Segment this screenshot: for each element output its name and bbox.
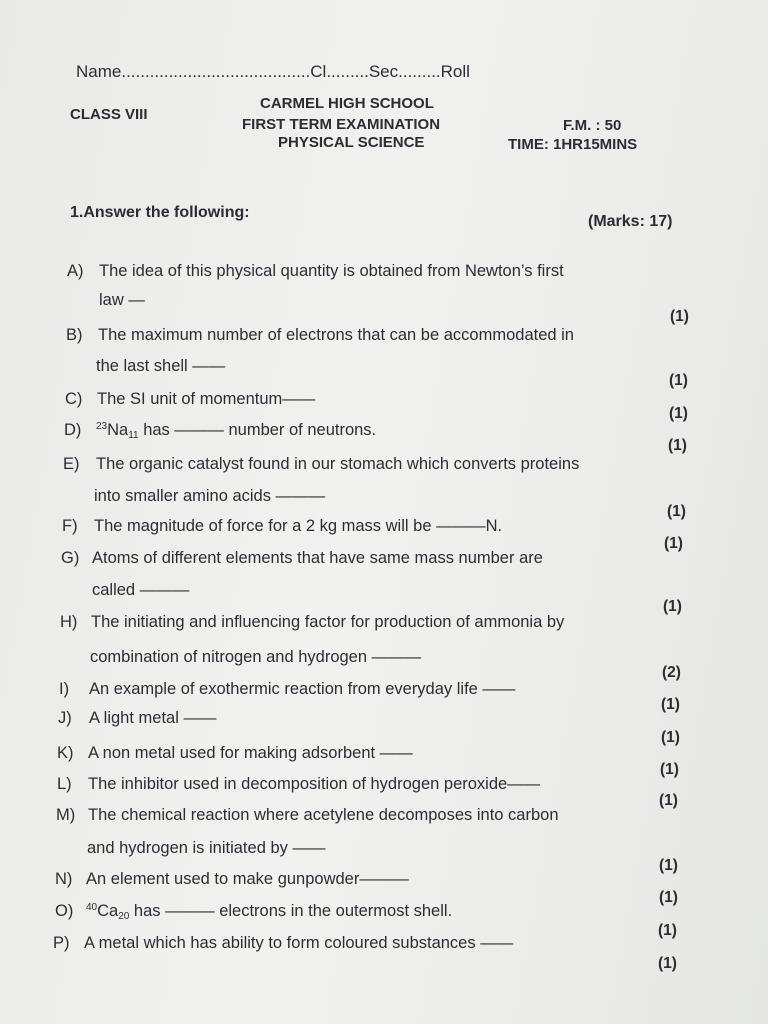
item-label: B) bbox=[66, 326, 83, 344]
atomic-number: 11 bbox=[128, 430, 139, 441]
item-label: A) bbox=[67, 262, 84, 280]
item-mark-m: (1) bbox=[659, 857, 678, 874]
item-label: F) bbox=[62, 517, 78, 535]
item-label: K) bbox=[57, 744, 74, 762]
item-text-line1: The magnitude of force for a 2 kg mass will be ———N. bbox=[94, 517, 503, 535]
school-name: CARMEL HIGH SCHOOL bbox=[260, 95, 434, 112]
item-text-line1: An element used to make gunpowder——— bbox=[86, 870, 409, 888]
item-mark-l: (1) bbox=[659, 792, 678, 809]
subject-title: PHYSICAL SCIENCE bbox=[278, 134, 425, 151]
class-label: CLASS VIII bbox=[70, 106, 148, 123]
item-text-rest: has ——— number of neutrons. bbox=[138, 421, 377, 439]
item-mark-d: (1) bbox=[668, 437, 687, 454]
item-text-line2: law — bbox=[99, 291, 145, 309]
item-label: P) bbox=[53, 934, 70, 952]
item-label: M) bbox=[56, 806, 76, 824]
item-mark-b: (1) bbox=[669, 372, 688, 389]
item-text-line2: the last shell —— bbox=[96, 357, 226, 375]
item-mark-g: (1) bbox=[663, 598, 682, 615]
item-mark-j: (1) bbox=[661, 729, 680, 746]
item-mark-h: (2) bbox=[662, 664, 681, 681]
item-text-line1: The initiating and influencing factor for production of ammonia by bbox=[91, 613, 565, 631]
mass-number: 23 bbox=[96, 421, 108, 432]
item-mark-o: (1) bbox=[658, 922, 677, 939]
item-text-line2: combination of nitrogen and hydrogen ——— bbox=[90, 648, 422, 666]
item-mark-k: (1) bbox=[660, 761, 679, 778]
item-text-rest: has ——— electrons in the outermost shell. bbox=[129, 902, 453, 920]
full-marks: F.M. : 50 bbox=[563, 117, 622, 134]
item-text-line1: The organic catalyst found in our stomach which converts proteins bbox=[96, 455, 580, 473]
item-label: J) bbox=[58, 709, 72, 727]
item-label: O) bbox=[55, 902, 74, 920]
item-mark-n: (1) bbox=[659, 889, 678, 906]
item-label: H) bbox=[60, 613, 78, 631]
item-text-line2: and hydrogen is initiated by —— bbox=[87, 839, 326, 857]
item-text-line1 bbox=[86, 902, 452, 922]
exam-title: FIRST TERM EXAMINATION bbox=[242, 116, 441, 133]
element-symbol: Ca bbox=[97, 902, 119, 920]
question-heading: 1.Answer the following: bbox=[70, 204, 250, 221]
item-text-line1: The idea of this physical quantity is obtained from Newton’s first bbox=[99, 262, 564, 280]
item-text-line1: Atoms of different elements that have same mass number are bbox=[92, 549, 543, 567]
name-line: Name........................................Cl.........Sec.........Roll bbox=[76, 62, 470, 81]
item-text-line1: The chemical reaction where acetylene decomposes into carbon bbox=[88, 806, 559, 824]
item-mark-f: (1) bbox=[664, 535, 683, 552]
item-text-line1: A light metal —— bbox=[89, 709, 217, 727]
item-label: L) bbox=[57, 775, 72, 793]
item-text-line2: called ——— bbox=[92, 581, 190, 599]
item-label: E) bbox=[63, 455, 80, 473]
item-mark-i: (1) bbox=[661, 696, 680, 713]
item-mark-e: (1) bbox=[667, 503, 686, 520]
item-mark-p: (1) bbox=[658, 955, 677, 972]
question-marks: (Marks: 17) bbox=[588, 213, 673, 230]
item-text-line1: The SI unit of momentum—— bbox=[97, 390, 316, 408]
item-label: I) bbox=[59, 680, 70, 698]
item-text-line1: A non metal used for making adsorbent —— bbox=[88, 744, 413, 762]
item-text-line1: A metal which has ability to form coloured substances —— bbox=[84, 934, 514, 952]
item-mark-a: (1) bbox=[670, 308, 689, 325]
item-label: C) bbox=[65, 390, 83, 408]
mass-number: 40 bbox=[86, 902, 98, 913]
item-text-line1: An example of exothermic reaction from everyday life —— bbox=[89, 680, 516, 698]
item-text-line1: The inhibitor used in decomposition of hydrogen peroxide—— bbox=[88, 775, 541, 793]
time-allowed: TIME: 1HR15MINS bbox=[508, 136, 638, 153]
element-symbol: Na bbox=[107, 421, 129, 439]
item-label: G) bbox=[61, 549, 80, 567]
atomic-number: 20 bbox=[118, 911, 130, 922]
item-text-line1 bbox=[96, 421, 376, 441]
item-text-line2: into smaller amino acids ——— bbox=[94, 487, 326, 505]
item-label: N) bbox=[55, 870, 73, 888]
item-mark-c: (1) bbox=[669, 405, 688, 422]
item-label: D) bbox=[64, 421, 82, 439]
item-text-line1: The maximum number of electrons that can be accommodated in bbox=[98, 326, 574, 344]
